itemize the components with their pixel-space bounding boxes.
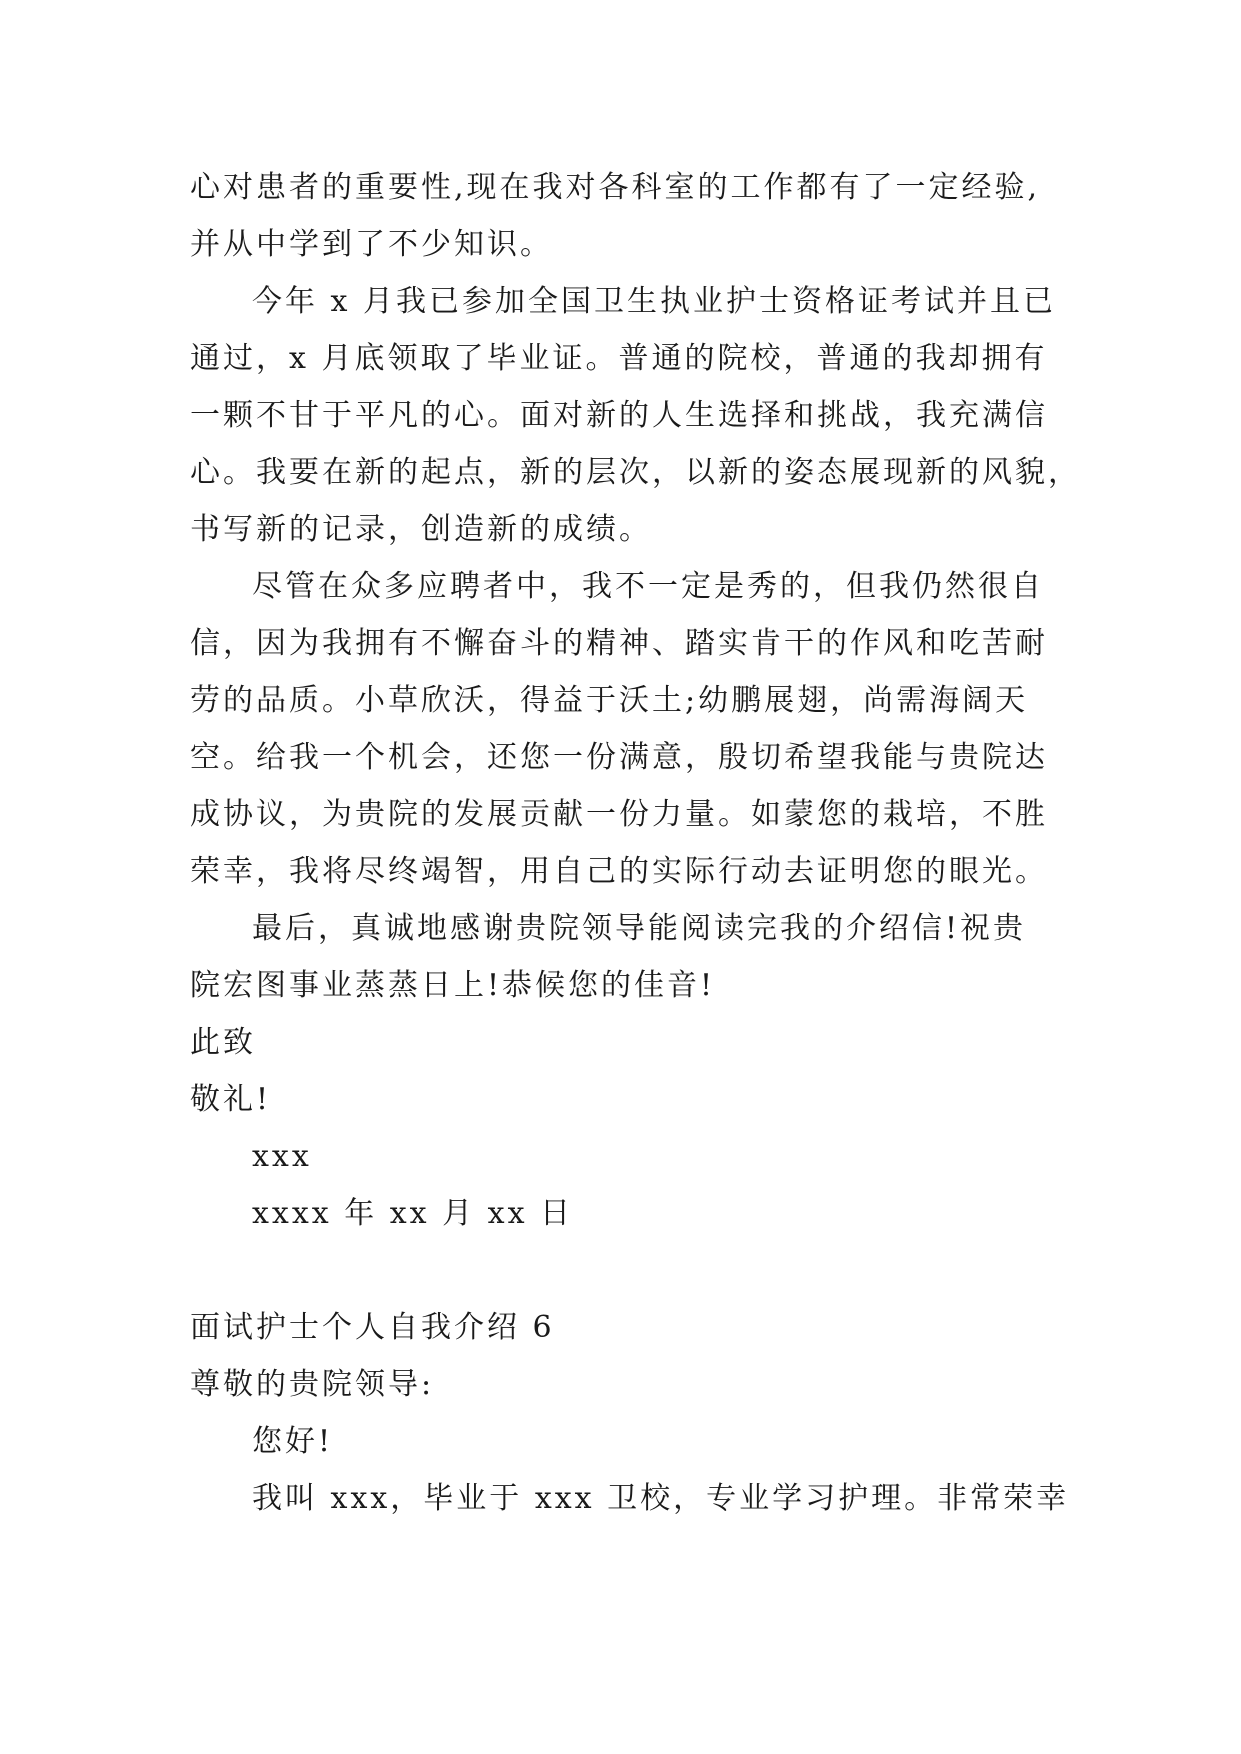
greeting-hello: 您好! xyxy=(252,1424,334,1459)
paragraph-start-line: 我叫 xxx，毕业于 xxx 卫校，专业学习护理。非常荣幸 xyxy=(252,1481,1070,1516)
paragraph-start-line: 最后，真诚地感谢贵院领导能阅读完我的介绍信!祝贵 xyxy=(252,911,1027,946)
text-line: 书写新的记录，创造新的成绩。 xyxy=(190,512,652,547)
text-line: 荣幸，我将尽终竭智，用自己的实际行动去证明您的眼光。 xyxy=(190,854,1048,889)
paragraph-start-line: 尽管在众多应聘者中，我不一定是秀的，但我仍然很自 xyxy=(252,569,1044,604)
text-line: 信，因为我拥有不懈奋斗的精神、踏实肯干的作风和吃苦耐 xyxy=(190,626,1048,661)
text-line: 心对患者的重要性,现在我对各科室的工作都有了一定经验, xyxy=(190,170,1041,205)
signature-name: xxx xyxy=(252,1139,312,1174)
section-title: 面试护士个人自我介绍 6 xyxy=(190,1310,555,1345)
signature-date: xxxx 年 xx 月 xx 日 xyxy=(252,1196,574,1231)
text-line: 一颗不甘于平凡的心。面对新的人生选择和挑战，我充满信 xyxy=(190,398,1048,433)
text-line: 院宏图事业蒸蒸日上!恭候您的佳音! xyxy=(190,968,716,1003)
greeting-line: 尊敬的贵院领导: xyxy=(190,1367,435,1402)
text-line: 空。给我一个机会，还您一份满意，殷切希望我能与贵院达 xyxy=(190,740,1048,775)
text-line: 并从中学到了不少知识。 xyxy=(190,227,553,262)
text-line: 通过，x 月底领取了毕业证。普通的院校，普通的我却拥有 xyxy=(190,341,1048,376)
salutation-line: 敬礼! xyxy=(190,1082,272,1117)
text-line: 劳的品质。小草欣沃，得益于沃土;幼鹏展翅，尚需海阔天 xyxy=(190,683,1029,718)
paragraph-start-line: 今年 x 月我已参加全国卫生执业护士资格证考试并且已 xyxy=(252,284,1056,319)
text-line: 成协议，为贵院的发展贡献一份力量。如蒙您的栽培，不胜 xyxy=(190,797,1048,832)
text-line: 心。我要在新的起点，新的层次，以新的姿态展现新的风貌， xyxy=(190,455,1081,490)
closing-line: 此致 xyxy=(190,1025,256,1060)
